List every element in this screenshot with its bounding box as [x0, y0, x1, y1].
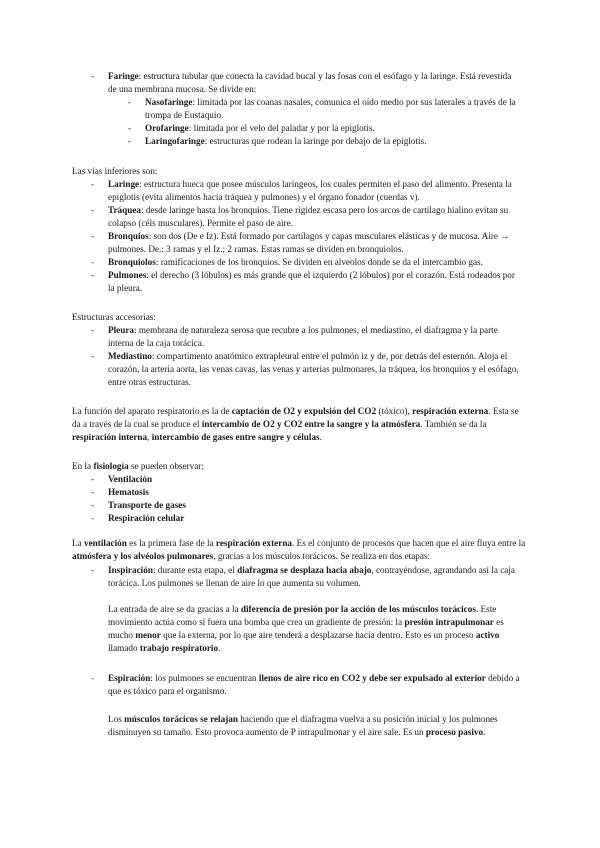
bold-run: captación de O2 y expulsión del CO2 — [231, 406, 377, 416]
fisiologia-paragraph — [72, 460, 528, 473]
list-dash: - — [91, 205, 95, 215]
bronquios-text: : son dos (De e Iz). Está formado por cartílagos y capas musculares elásticas y de mucosa. Aire → pulmones. De.: 3 ramas y el Iz.; 2 ramas. Estas ramas se dividen en bronquiolos. — [108, 231, 510, 254]
accesorias-list — [0, 324, 600, 389]
text-run: , — [147, 432, 152, 442]
list-dash: - — [91, 673, 95, 683]
list-dash: - — [91, 474, 95, 484]
espiracion-list — [0, 672, 600, 698]
list-dash: - — [91, 325, 95, 335]
list-item-faringe — [0, 70, 600, 96]
list-dash: - — [91, 257, 95, 267]
term-mediastino: Mediastino — [108, 351, 152, 361]
text-run: debido a que es tóxico para el organismo. — [108, 673, 520, 696]
nasofaringe-text: : limitada por las coanas nasales, comunica el oído medio por sus laterales a través de la trompa de Eustaquio. — [145, 97, 516, 120]
bold-run: atmósfera y los alvéolos pulmonares — [72, 551, 214, 561]
text-run: Los — [108, 714, 125, 724]
list-item-ventilacion — [0, 473, 600, 486]
mediastino-text: : compartimento anatómico extrapleural entre el pulmón iz y de, por detrás del esternón. Aloja el corazón, la arteria aorta, las venas cavas, las venas y arterias pulmonares, la tráquea, los bronquios y el esófago, entre otras estructuras. — [108, 351, 519, 387]
term-bronquiolos: Bronquiolos — [108, 257, 156, 267]
bold-run: intercambio de O2 y CO2 entre la sangre y la atmósfera — [201, 419, 421, 429]
list-dash: - — [91, 179, 95, 189]
text-run: La entrada de aire se da gracias a la — [108, 604, 241, 614]
text-run: . Esta se da a través de la cual se produce el — [72, 406, 519, 429]
text-run: . — [483, 727, 486, 737]
list-item-mediastino — [0, 350, 600, 389]
list-item-traquea — [0, 204, 600, 230]
list-item-hematosis — [0, 486, 600, 499]
list-dash: - — [91, 500, 95, 510]
list-dash: - — [91, 487, 95, 497]
bold-run: diafragma se desplaza hacia abajo — [237, 565, 372, 575]
vias-inferiores-list — [0, 178, 600, 295]
term-pulmones: Pulmones — [108, 270, 147, 280]
text-run: se pueden observar: — [128, 461, 204, 471]
term-faringe: Faringe — [108, 71, 139, 81]
relajan-paragraph — [108, 713, 528, 739]
list-item-bronquiolos — [0, 256, 600, 269]
text-run: . También se da la — [420, 419, 487, 429]
list-item-laringe — [0, 178, 600, 204]
laringofaringe-text: : estructuras que rodean la laringe por debajo de la epiglotis. — [204, 136, 427, 146]
text-run: . Es el conjunto de procesos que hacen que el aire fluya entre la — [292, 538, 526, 548]
bold-run: músculos torácicos se relajan — [124, 714, 238, 724]
bold-run: trabajo respiratorio — [139, 643, 219, 653]
text-run: haciendo que el diafragma vuelva a su posición inicial y los pulmones disminuyen su tamaño. Esto provoca aumento de P intrapulmonar y el aire sale. Es un — [108, 714, 498, 737]
sublist-item-laringofaringe — [0, 135, 600, 148]
laringe-text: : estructura hueca que posee músculos laríngeos, los cuales permiten el paso del alimento. Presenta la epiglotis (evita alimentos hacia tráquea y pulmones) y el órgano fonador (cuerdas v). — [108, 179, 512, 202]
fisiologia-item: Respiración celular — [108, 513, 185, 523]
text-run: llamado — [108, 643, 140, 653]
list-dash: - — [128, 136, 132, 146]
list-item-pleura — [0, 324, 600, 350]
text-run: , contrayéndose, agrandando así la caja torácica. Los pulmones se llenan de aire lo que aumenta su volumen. — [108, 565, 515, 588]
list-dash: - — [91, 513, 95, 523]
term-laringe: Laringe — [108, 179, 140, 189]
text-run: La — [72, 538, 84, 548]
list-item-espiracion — [0, 672, 600, 698]
orofaringe-text: : limitada por el velo del paladar y por la epiglotis. — [188, 123, 375, 133]
bold-run: respiración externa — [412, 406, 489, 416]
text-run: . — [218, 643, 221, 653]
funcion-paragraph — [72, 405, 528, 444]
term-pleura: Pleura — [108, 325, 135, 335]
text-run: . — [319, 432, 322, 442]
faringe-list — [0, 70, 600, 148]
bold-run: fisiología — [93, 461, 129, 471]
term-traquea: Tráquea — [108, 205, 142, 215]
ventilacion-paragraph — [72, 537, 528, 563]
bronquiolos-text: : ramificaciones de los bronquios. Se dividen en alveolos donde se da el intercambio gas. — [155, 257, 483, 267]
text-run: En la — [72, 461, 94, 471]
pleura-text: : membrana de naturaleza serosa que recubre a los pulmones, el mediastino, el diafragma y la parte interna de la caja torácica. — [108, 325, 498, 348]
term-laringofaringe: Laringofaringe — [145, 136, 205, 146]
accesorias-heading: Estructuras accesorias: — [72, 312, 156, 322]
text-run: que la externa, por lo que aire tenderá a desplazarse hacia dentro. Esto es un proceso — [160, 630, 476, 640]
list-item-respiracion-celular — [0, 512, 600, 525]
bold-run: activo — [475, 630, 500, 640]
list-dash: - — [91, 71, 95, 81]
term-inspiracion: Inspiración — [108, 565, 153, 575]
term-bronquios: Bronquios — [108, 231, 149, 241]
sublist-item-orofaringe — [0, 122, 600, 135]
list-item-pulmones — [0, 269, 600, 295]
list-item-inspiracion — [0, 564, 600, 590]
term-orofaringe: Orofaringe — [145, 123, 189, 133]
entrada-paragraph — [108, 603, 528, 655]
list-dash: - — [128, 123, 132, 133]
text-run: es mucho — [108, 617, 504, 640]
sublist-item-nasofaringe — [0, 96, 600, 122]
bold-run: menor — [135, 630, 161, 640]
bold-run: diferencia de presión por la acción de los músculos torácicos — [240, 604, 476, 614]
inspiracion-list — [0, 564, 600, 590]
term-espiracion: Espiración — [108, 673, 151, 683]
text-run: , gracias a los músculos torácicos. Se realiza en dos etapas: — [213, 551, 431, 561]
pulmones-text: : el derecho (3 lóbulos) es más grande que el izquierdo (2 lóbulos) por el corazón. Está rodeados por la pleura. — [108, 270, 515, 293]
fisiologia-item: Transporte de gases — [108, 500, 186, 510]
bold-run: llenos de aire rico en CO2 y debe ser expulsado al exterior — [258, 673, 486, 683]
text-run: : los pulmones se encuentran — [150, 673, 259, 683]
list-dash: - — [91, 351, 95, 361]
list-item-bronquios — [0, 230, 600, 256]
text-run: La función del aparato respiratorio es la de — [72, 406, 232, 416]
list-dash: - — [91, 565, 95, 575]
list-dash: - — [91, 231, 95, 241]
list-dash: - — [128, 97, 132, 107]
fisiologia-list — [0, 473, 600, 525]
list-item-transporte — [0, 499, 600, 512]
text-run: (tóxico), — [376, 406, 413, 416]
bold-run: proceso pasivo — [425, 727, 484, 737]
bold-run: respiración externa — [215, 538, 293, 548]
faringe-text: : estructura tubular que conecta la cavidad bucal y las fosas con el esófago y la laringe. Está revestida de una membrana mucosa. Se divide en: — [108, 71, 512, 94]
term-nasofaringe: Nasofaringe — [145, 97, 193, 107]
text-run: . Este movimiento actúa como si fuera una bomba que crea un gradiente de presión: la — [108, 604, 497, 627]
text-run: es la primera fase de la — [126, 538, 216, 548]
list-dash: - — [91, 270, 95, 280]
bold-run: intercambio de gases entre sangre y células — [151, 432, 320, 442]
bold-run: ventilación — [84, 538, 127, 548]
traquea-text: : desde laringe hasta los bronquios. Tiene rigidez escasa pero los arcos de cartílago hialino evitan su colapso (céls musculares). Permite el paso de aire. — [108, 205, 509, 228]
bold-run: presión intrapulmonar — [404, 617, 494, 627]
text-run: : durante esta etapa, el — [152, 565, 238, 575]
vias-inferiores-heading: Las vías inferiores son: — [72, 166, 158, 176]
fisiologia-item: Ventilación — [108, 474, 153, 484]
fisiologia-item: Hematosis — [108, 487, 149, 497]
bold-run: respiración interna — [72, 432, 148, 442]
